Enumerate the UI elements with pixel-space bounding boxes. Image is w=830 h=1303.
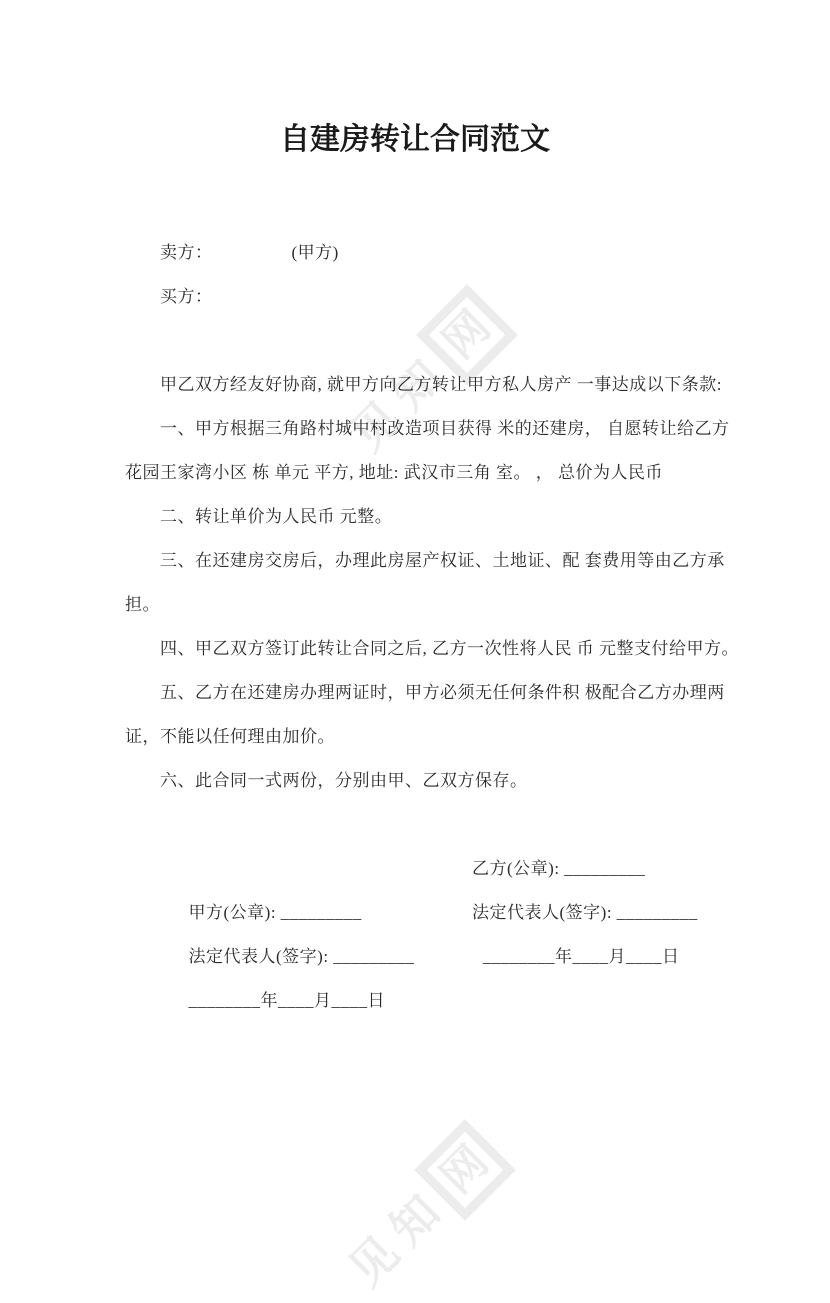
party-a-seal-line: 甲方(公章): _________ [188, 903, 362, 922]
clause-4-line: 四、甲乙双方签订此转让合同之后, 乙方一次性将人民 币 元整支付给甲方。 [160, 639, 739, 658]
clause-3-line-1: 三、在还建房交房后，办理此房屋产权证、土地证、配 套费用等由乙方承 [160, 551, 725, 570]
watermark-char-2: 知 [380, 1185, 450, 1255]
buyer-line: 买方： [160, 287, 213, 306]
party-a-representative-line: 法定代表人(签字): _________ [188, 947, 415, 966]
watermark-char-2: 知 [382, 350, 452, 420]
watermark-boxed-char: 网 [416, 284, 518, 386]
party-a-date-line: ________年____月____日 [188, 991, 385, 1010]
clause-5-line-2: 证，不能以任何理由加价。 [125, 727, 335, 746]
blank-line [125, 319, 725, 363]
intro-paragraph: 甲乙双方经友好协商, 就甲方向乙方转让甲方私人房产 一事达成以下条款: [160, 375, 722, 394]
clause-1-line-2: 花园王家湾小区 栋 单元 平方, 地址: 武汉市三角 室。 ， 总价为人民币 [125, 463, 663, 482]
watermark-bottom [332, 1119, 516, 1303]
blank-line [125, 803, 725, 847]
clause-6-line: 六、此合同一式两份，分别由甲、乙双方保存。 [160, 771, 528, 790]
watermark-char-1: 见 [341, 391, 411, 461]
document-body [125, 231, 739, 1010]
watermark-boxed-char: 网 [414, 1119, 516, 1221]
clause-2-line: 二、转让单价为人民币 元整。 [160, 507, 393, 526]
party-b-representative-line: 法定代表人(签字): _________ [472, 903, 698, 922]
document-title: 自建房转让合同范文 [280, 123, 550, 156]
watermark-char-1: 见 [339, 1226, 409, 1296]
clause-5-line-1: 五、乙方在还建房办理两证时，甲方必须无任何条件积 极配合乙方办理两 [160, 683, 725, 702]
party-b-date-line: ________年____月____日 [483, 947, 680, 966]
clause-3-line-2: 担。 [125, 595, 160, 614]
clause-1-line-1: 一、甲方根据三角路村城中村改造项目获得 米的还建房， 自愿转让给乙方 [160, 419, 730, 438]
date-row [125, 935, 725, 1010]
party-b-seal-line: 乙方(公章): _________ [472, 859, 646, 878]
seller-line: 卖方： (甲方) [160, 243, 339, 262]
